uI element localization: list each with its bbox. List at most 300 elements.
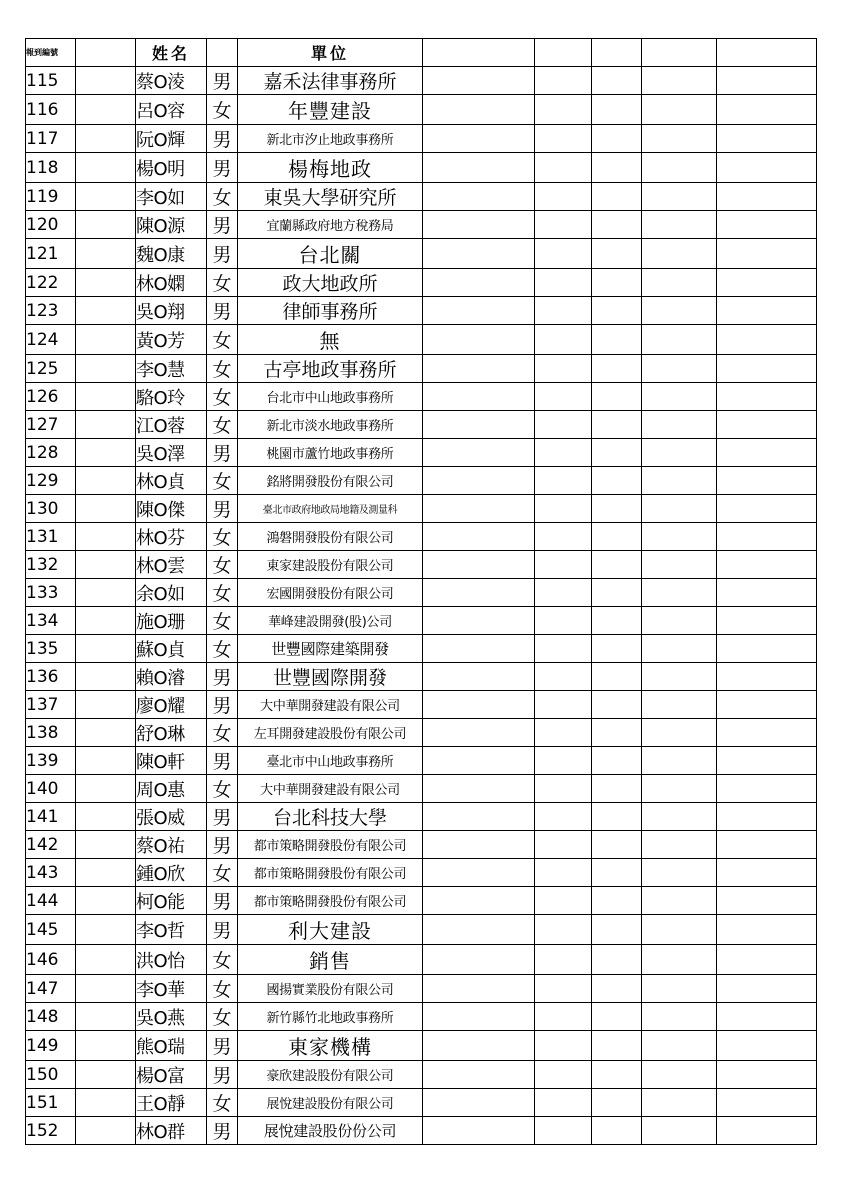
row-name: 林O嫻 [136,269,207,297]
row-empty-cell [535,551,592,579]
row-name: 林O群 [136,1117,207,1145]
row-empty-cell [592,467,642,495]
table-row [26,1061,817,1089]
row-empty-cell [592,325,642,355]
row-number: 133 [26,579,76,607]
table-row [26,153,817,183]
row-empty-cell [535,635,592,663]
row-empty-cell [717,803,817,831]
row-empty-cell [592,803,642,831]
row-empty-cell [717,439,817,467]
table-row [26,355,817,383]
header-row [26,39,817,67]
row-name: 蔡O祐 [136,831,207,859]
row-sex: 男 [207,67,238,95]
row-number: 148 [26,1003,76,1031]
row-empty-cell [642,691,717,719]
table-row [26,383,817,411]
row-name: 林O雲 [136,551,207,579]
row-empty-cell [423,67,535,95]
row-blank-cell [76,1031,136,1061]
row-empty-cell [535,975,592,1003]
row-unit: 利大建設 [238,915,423,945]
row-empty-cell [717,325,817,355]
row-number: 134 [26,607,76,635]
row-empty-cell [642,803,717,831]
row-empty-cell [423,945,535,975]
row-empty-cell [642,1061,717,1089]
row-empty-cell [535,859,592,887]
row-empty-cell [642,523,717,551]
row-empty-cell [535,125,592,153]
row-unit: 展悅建設股份份公司 [238,1117,423,1145]
row-sex: 男 [207,1117,238,1145]
table-row [26,803,817,831]
row-empty-cell [535,579,592,607]
row-empty-cell [423,211,535,239]
row-empty-cell [423,439,535,467]
row-number: 138 [26,719,76,747]
row-number: 128 [26,439,76,467]
row-empty-cell [535,211,592,239]
row-empty-cell [592,775,642,803]
row-number: 149 [26,1031,76,1061]
row-unit: 都市策略開發股份有限公司 [238,887,423,915]
row-empty-cell [423,1061,535,1089]
row-sex: 男 [207,439,238,467]
row-name: 阮O輝 [136,125,207,153]
row-sex: 男 [207,495,238,523]
row-empty-cell [423,325,535,355]
row-unit: 銷售 [238,945,423,975]
table-row [26,183,817,211]
row-unit: 無 [238,325,423,355]
row-empty-cell [423,1003,535,1031]
row-empty-cell [535,663,592,691]
row-blank-cell [76,691,136,719]
row-empty-cell [642,67,717,95]
row-empty-cell [592,183,642,211]
row-empty-cell [423,975,535,1003]
row-empty-cell [717,775,817,803]
row-name: 鍾O欣 [136,859,207,887]
header-unit: 單位 [238,39,423,67]
row-empty-cell [592,269,642,297]
row-unit: 政大地政所 [238,269,423,297]
row-sex: 男 [207,153,238,183]
row-empty-cell [642,153,717,183]
row-empty-cell [717,551,817,579]
row-empty-cell [423,691,535,719]
row-sex: 女 [207,325,238,355]
row-empty-cell [642,663,717,691]
row-blank-cell [76,663,136,691]
row-blank-cell [76,211,136,239]
row-number: 150 [26,1061,76,1089]
row-unit: 年豐建設 [238,95,423,125]
table-row [26,775,817,803]
row-sex: 女 [207,1089,238,1117]
table-row [26,411,817,439]
row-sex: 男 [207,297,238,325]
row-blank-cell [76,719,136,747]
row-empty-cell [642,551,717,579]
row-name: 駱O玲 [136,383,207,411]
row-sex: 女 [207,719,238,747]
row-sex: 女 [207,551,238,579]
row-empty-cell [717,183,817,211]
row-empty-cell [717,635,817,663]
row-empty-cell [642,383,717,411]
row-empty-cell [717,211,817,239]
row-blank-cell [76,859,136,887]
row-empty-cell [535,297,592,325]
row-empty-cell [592,1003,642,1031]
table-row [26,635,817,663]
row-empty-cell [717,1031,817,1061]
table-row [26,915,817,945]
row-name: 賴O濬 [136,663,207,691]
row-blank-cell [76,1089,136,1117]
row-empty-cell [592,887,642,915]
row-number: 116 [26,95,76,125]
row-name: 舒O琳 [136,719,207,747]
table-row [26,663,817,691]
row-name: 陳O傑 [136,495,207,523]
row-empty-cell [535,915,592,945]
row-sex: 男 [207,915,238,945]
row-empty-cell [642,495,717,523]
row-name: 楊O明 [136,153,207,183]
row-empty-cell [642,975,717,1003]
row-empty-cell [592,495,642,523]
table-row [26,239,817,269]
row-name: 李O慧 [136,355,207,383]
row-empty-cell [535,775,592,803]
row-sex: 男 [207,887,238,915]
attendance-table [25,38,817,1145]
row-unit: 都市策略開發股份有限公司 [238,859,423,887]
row-blank-cell [76,67,136,95]
row-name: 李O哲 [136,915,207,945]
row-empty-cell [642,775,717,803]
row-blank-cell [76,1003,136,1031]
row-empty-cell [423,523,535,551]
row-empty-cell [423,635,535,663]
row-empty-cell [642,439,717,467]
row-empty-cell [717,297,817,325]
row-empty-cell [423,239,535,269]
row-name: 施O珊 [136,607,207,635]
row-empty-cell [642,467,717,495]
row-empty-cell [423,411,535,439]
row-empty-cell [717,887,817,915]
row-empty-cell [423,383,535,411]
table-row [26,439,817,467]
row-empty-cell [592,859,642,887]
row-blank-cell [76,439,136,467]
table-row [26,607,817,635]
row-number: 139 [26,747,76,775]
row-unit: 台北關 [238,239,423,269]
row-empty-cell [717,523,817,551]
row-sex: 女 [207,775,238,803]
row-blank-cell [76,153,136,183]
row-empty-cell [717,467,817,495]
table-row [26,551,817,579]
row-unit: 新北市汐止地政事務所 [238,125,423,153]
row-empty-cell [642,95,717,125]
table-body [26,39,817,1145]
table-row [26,125,817,153]
row-name: 蘇O貞 [136,635,207,663]
row-name: 周O惠 [136,775,207,803]
row-empty-cell [592,411,642,439]
row-empty-cell [535,1031,592,1061]
row-empty-cell [717,1117,817,1145]
row-empty-cell [717,831,817,859]
row-sex: 男 [207,1031,238,1061]
row-name: 李O華 [136,975,207,1003]
row-empty-cell [642,269,717,297]
row-number: 146 [26,945,76,975]
row-empty-cell [717,1061,817,1089]
row-empty-cell [535,183,592,211]
row-empty-cell [535,747,592,775]
row-number: 145 [26,915,76,945]
row-sex: 女 [207,383,238,411]
row-empty-cell [592,1031,642,1061]
row-sex: 女 [207,975,238,1003]
row-empty-cell [423,747,535,775]
row-empty-cell [717,411,817,439]
row-sex: 女 [207,183,238,211]
row-number: 121 [26,239,76,269]
row-empty-cell [717,269,817,297]
row-number: 147 [26,975,76,1003]
row-name: 吳O翔 [136,297,207,325]
row-empty-cell [642,831,717,859]
row-name: 楊O富 [136,1061,207,1089]
row-number: 132 [26,551,76,579]
row-empty-cell [642,607,717,635]
row-name: 吳O燕 [136,1003,207,1031]
row-sex: 男 [207,803,238,831]
row-blank-cell [76,579,136,607]
row-empty-cell [717,607,817,635]
table-row [26,67,817,95]
row-empty-cell [717,663,817,691]
row-number: 129 [26,467,76,495]
row-empty-cell [592,355,642,383]
row-name: 呂O容 [136,95,207,125]
row-number: 126 [26,383,76,411]
row-name: 林O芬 [136,523,207,551]
table-row [26,887,817,915]
row-empty-cell [423,915,535,945]
row-empty-cell [717,859,817,887]
row-empty-cell [717,975,817,1003]
row-empty-cell [592,95,642,125]
row-number: 141 [26,803,76,831]
table-row [26,579,817,607]
row-unit: 楊梅地政 [238,153,423,183]
row-unit: 台北市中山地政事務所 [238,383,423,411]
row-name: 魏O康 [136,239,207,269]
header-number: 報到編號 [26,39,76,67]
row-empty-cell [535,523,592,551]
row-name: 林O貞 [136,467,207,495]
row-empty-cell [535,719,592,747]
row-number: 143 [26,859,76,887]
row-empty-cell [717,125,817,153]
row-empty-cell [717,67,817,95]
row-empty-cell [423,831,535,859]
table-row [26,1031,817,1061]
row-empty-cell [592,523,642,551]
row-unit: 古亭地政事務所 [238,355,423,383]
row-sex: 女 [207,1003,238,1031]
row-unit: 大中華開發建設有限公司 [238,691,423,719]
row-empty-cell [717,1089,817,1117]
row-empty-cell [642,1117,717,1145]
row-blank-cell [76,607,136,635]
row-name: 陳O軒 [136,747,207,775]
row-sex: 男 [207,747,238,775]
row-number: 123 [26,297,76,325]
table-row [26,1003,817,1031]
row-sex: 女 [207,95,238,125]
row-unit: 新北市淡水地政事務所 [238,411,423,439]
row-empty-cell [642,1031,717,1061]
header-empty-col [592,39,642,67]
row-empty-cell [535,67,592,95]
row-number: 127 [26,411,76,439]
row-unit: 律師事務所 [238,297,423,325]
row-empty-cell [423,183,535,211]
row-empty-cell [592,439,642,467]
row-empty-cell [592,975,642,1003]
row-sex: 男 [207,239,238,269]
row-unit: 國揚實業股份有限公司 [238,975,423,1003]
row-empty-cell [642,355,717,383]
row-empty-cell [642,125,717,153]
row-empty-cell [717,747,817,775]
table-row [26,691,817,719]
row-empty-cell [642,211,717,239]
row-empty-cell [717,95,817,125]
header-sex [207,39,238,67]
row-empty-cell [423,859,535,887]
row-blank-cell [76,975,136,1003]
row-unit: 東家建設股份有限公司 [238,551,423,579]
row-sex: 男 [207,211,238,239]
row-blank-cell [76,269,136,297]
row-number: 140 [26,775,76,803]
row-number: 144 [26,887,76,915]
row-empty-cell [423,775,535,803]
row-empty-cell [423,1089,535,1117]
table-row [26,975,817,1003]
row-unit: 世豐國際開發 [238,663,423,691]
row-empty-cell [592,1089,642,1117]
row-blank-cell [76,297,136,325]
row-name: 余O如 [136,579,207,607]
row-sex: 女 [207,523,238,551]
row-empty-cell [423,803,535,831]
header-empty-col [717,39,817,67]
row-name: 吳O澤 [136,439,207,467]
row-unit: 展悅建設股份有限公司 [238,1089,423,1117]
row-empty-cell [592,747,642,775]
row-empty-cell [592,607,642,635]
row-unit: 嘉禾法律事務所 [238,67,423,95]
row-unit: 左耳開發建設股份有限公司 [238,719,423,747]
row-sex: 男 [207,663,238,691]
row-blank-cell [76,551,136,579]
row-empty-cell [592,383,642,411]
row-number: 151 [26,1089,76,1117]
row-blank-cell [76,95,136,125]
row-empty-cell [592,831,642,859]
row-empty-cell [642,747,717,775]
row-empty-cell [535,239,592,269]
row-name: 蔡O淩 [136,67,207,95]
row-empty-cell [535,1117,592,1145]
row-empty-cell [423,663,535,691]
row-unit: 桃園市蘆竹地政事務所 [238,439,423,467]
row-empty-cell [642,887,717,915]
row-sex: 女 [207,269,238,297]
row-empty-cell [717,691,817,719]
row-empty-cell [423,95,535,125]
table-row [26,523,817,551]
row-empty-cell [717,383,817,411]
row-name: 李O如 [136,183,207,211]
row-empty-cell [423,607,535,635]
row-empty-cell [592,1061,642,1089]
row-empty-cell [592,211,642,239]
row-empty-cell [535,95,592,125]
table-row [26,495,817,523]
row-name: 熊O瑞 [136,1031,207,1061]
table-row [26,719,817,747]
row-number: 152 [26,1117,76,1145]
row-empty-cell [642,239,717,269]
row-blank-cell [76,383,136,411]
row-blank-cell [76,355,136,383]
table-row [26,325,817,355]
row-empty-cell [535,887,592,915]
row-empty-cell [717,153,817,183]
row-empty-cell [642,859,717,887]
table-row [26,211,817,239]
row-sex: 男 [207,691,238,719]
row-empty-cell [535,1089,592,1117]
row-name: 江O蓉 [136,411,207,439]
row-name: 柯O能 [136,887,207,915]
row-empty-cell [423,125,535,153]
row-blank-cell [76,495,136,523]
row-empty-cell [535,355,592,383]
row-empty-cell [642,1089,717,1117]
row-blank-cell [76,747,136,775]
row-unit: 東吳大學研究所 [238,183,423,211]
row-empty-cell [592,153,642,183]
row-empty-cell [642,635,717,663]
table-row [26,1089,817,1117]
row-blank-cell [76,1061,136,1089]
